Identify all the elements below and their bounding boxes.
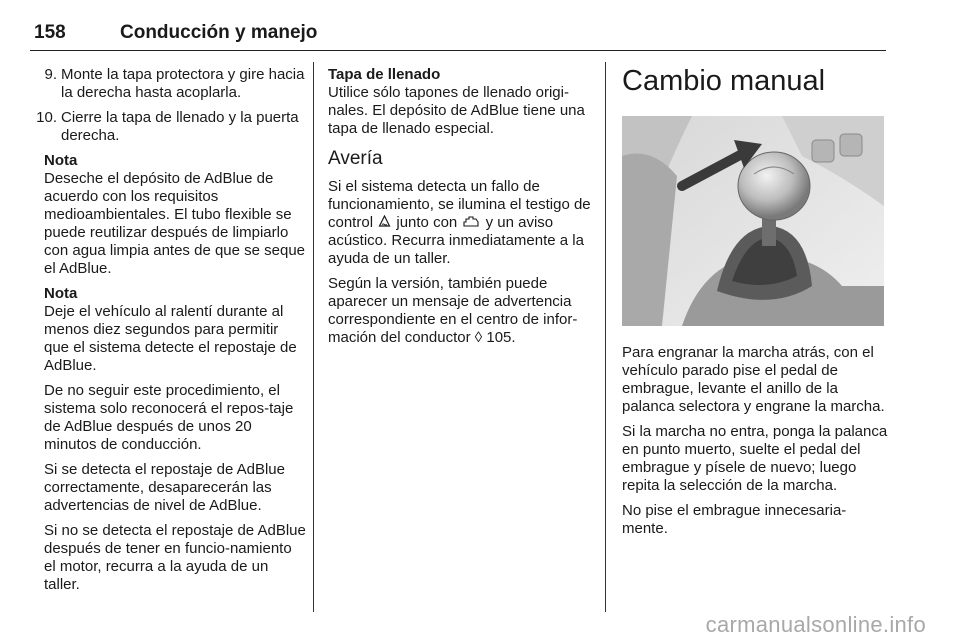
chapter-heading: Cambio manual <box>622 65 826 97</box>
note-text: Deje el vehículo al ralentí durante al menos diez segundos para permitir que el sistema detecte el repostaje de AdBlue. <box>44 303 297 374</box>
step-number: 10. <box>36 109 57 126</box>
fault-text: y un aviso acústico. Recurra inmediatamente a la ayuda de un taller. <box>328 214 584 267</box>
paragraph: Si no se detecta el repostaje de AdBlue después de tener en funcio-namiento el motor, recurra a la ayuda de un taller. <box>44 522 306 593</box>
note-text: Deseche el depósito de AdBlue de acuerdo con los requisitos medioambientales. El tubo flexible se puede reutilizar después de limpiarlo con agua limpia antes de que se seque el AdBlue. <box>44 170 306 277</box>
engine-check-icon <box>461 215 481 230</box>
step-text: Monte la tapa protectora y gire hacia la derecha hasta acoplarla. <box>61 66 305 101</box>
paragraph: Utilice sólo tapones de llenado origi-nales. El depósito de AdBlue tiene una tapa de llenado especial. <box>328 84 585 137</box>
step-9 <box>44 66 306 102</box>
manual-gear-shift-illustration <box>622 116 884 326</box>
adblue-warning-icon <box>377 215 392 230</box>
column-2 <box>328 66 596 354</box>
paragraph: Si se detecta el repostaje de AdBlue correctamente, desaparecerán las advertencias de nivel de AdBlue. <box>44 461 285 514</box>
section-heading: Avería <box>328 148 383 169</box>
paragraph: No pise el embrague innecesaria-mente. <box>622 502 847 537</box>
fault-paragraph <box>328 178 596 268</box>
running-title: Conducción y manejo <box>120 22 318 43</box>
paragraph: De no seguir este procedimiento, el sistema solo reconocerá el repos-taje de AdBlue después de unos 20 minutos de conducción. <box>44 382 294 453</box>
note-heading: Nota <box>44 285 78 302</box>
page-reference[interactable]: 105. <box>486 329 516 346</box>
page-number: 158 <box>34 22 66 43</box>
paragraph: Si la marcha no entra, ponga la palanca en punto muerto, suelte el pedal del embrague y písele de nuevo; luego repita la selección de la marcha. <box>622 423 888 494</box>
note-heading: Nota <box>44 152 78 169</box>
fault-text: Si el sistema detecta un fallo de funcionamiento, se ilumina el testigo de control <box>328 178 591 231</box>
column-1 <box>36 66 306 601</box>
subheading: Tapa de llenado <box>328 66 441 83</box>
column-divider <box>313 62 314 612</box>
step-text: Cierre la tapa de llenado y la puerta derecha. <box>61 109 299 144</box>
watermark: carmanualsonline.info <box>705 612 926 637</box>
column-divider <box>605 62 606 612</box>
page-reference-icon: ◊ <box>474 329 483 346</box>
version-paragraph <box>328 275 596 347</box>
step-number: 9. <box>44 66 57 83</box>
step-10 <box>36 109 306 145</box>
fault-text: junto con <box>396 214 458 231</box>
column-3 <box>622 64 888 545</box>
paragraph: Para engranar la marcha atrás, con el vehículo parado pise el pedal de embrague, levante el anillo de la palanca selectora y engrane la marcha. <box>622 344 885 415</box>
page-header <box>30 20 886 51</box>
version-text: Según la versión, también puede aparecer un mensaje de advertencia correspondiente en el centro de infor-mación del conductor <box>328 275 578 346</box>
